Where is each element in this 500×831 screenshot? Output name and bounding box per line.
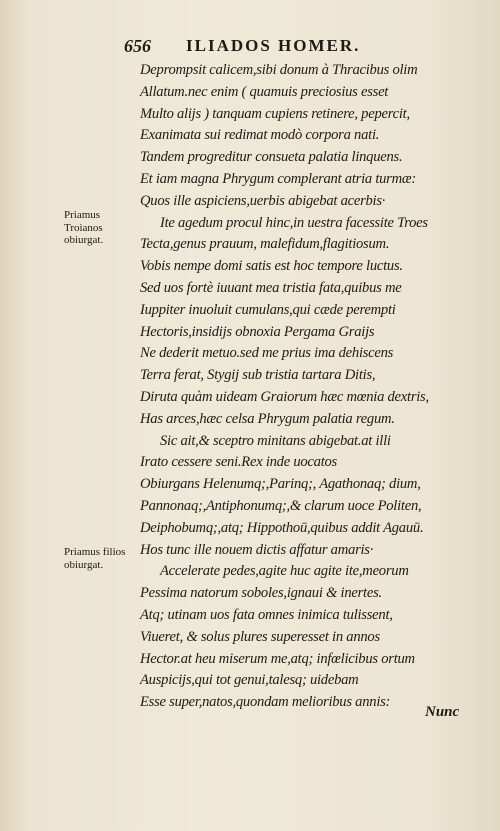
verse-line: Vobis nempe domi satis est hoc tempore luctus. (140, 258, 403, 275)
verse-line: Quos ille aspiciens,uerbis abigebat acerbis· (140, 192, 386, 209)
verse-line: Exanimata sui redimat modò corpora nati. (140, 127, 380, 144)
verse-line: Atq; utinam uos fata omnes inimica tulissent, (140, 606, 393, 623)
verse-line: Pessima natorum soboles,ignaui & inertes. (140, 585, 382, 602)
verse-line: Has arces,hæc celsa Phrygum palatia regum. (140, 410, 395, 427)
verse-line: Hectoris,insidijs obnoxia Pergama Graijs (140, 323, 375, 340)
verse-line: Ne dederit metuo.sed me prius ima dehiscens (140, 345, 394, 362)
verse-block (140, 60, 460, 714)
verse-line: Deiphobumq;,atq; Hippothoū,quibus addit Agauū. (140, 519, 424, 536)
verse-line: Pannonaq;,Antiphonumq;,& clarum uoce Politen, (140, 497, 422, 514)
verse-line: Et iam magna Phrygum complerant atria turmæ: (140, 170, 416, 187)
running-head: ILIADOS HOMER. (186, 36, 361, 55)
verse-line: Obiurgans Helenumq;,Parinq;, Agathonaq; dium, (140, 476, 421, 493)
verse-line: Tandem progreditur consueta palatia linquens. (140, 149, 403, 166)
catchword: Nunc (425, 704, 460, 720)
verse-line: Sed uos fortè iuuant mea tristia fata,quibus me (140, 279, 402, 296)
verse-line: Tecta,genus prauum, malefidum,flagitiosum. (140, 236, 390, 253)
verse-line: Deprompsit calicem,sibi donum à Thracibus olim (140, 62, 418, 78)
marginal-note: Priamus Troianos obiurgat. (64, 209, 104, 246)
verse-line: Accelerate pedes,agite huc agite ite,meorum (160, 563, 409, 580)
verse-line: Auspicijs,qui tot genui,talesq; uidebam (140, 672, 359, 689)
verse-line: Multo alijs ) tanquam cupiens retinere, pepercit, (140, 105, 410, 122)
verse-line: Hos tunc ille nouem dictis affatur amaris· (140, 541, 374, 558)
verse-line: Hector.at heu miserum me,atq; infœlicibus ortum (140, 650, 415, 667)
marginal-note: Priamus filios obiurgat. (64, 546, 126, 571)
page-header (124, 36, 424, 60)
verse-line: Allatum.nec enim ( quamuis preciosius esset (140, 83, 389, 100)
verse-line: Ite agedum procul hinc,in uestra facessite Troes (160, 214, 428, 231)
verse-line: Viueret, & solus plures superesset in annos (140, 628, 380, 645)
verse-line: Esse super,natos,quondam melioribus annis: (140, 694, 391, 711)
verse-line: Terra ferat, Stygij sub tristia tartara Ditis, (140, 367, 376, 384)
verse-line: Irato cessere seni.Rex inde uocatos (140, 454, 337, 471)
verse-line: Iuppiter inuoluit cumulans,qui cæde perempti (140, 301, 396, 318)
verse-line: Diruta quàm uideam Graiorum hæc mœnia dextris, (140, 388, 429, 405)
page-number: 656 (124, 36, 151, 56)
verse-line: Sic ait,& sceptro minitans abigebat.at illi (160, 432, 391, 449)
